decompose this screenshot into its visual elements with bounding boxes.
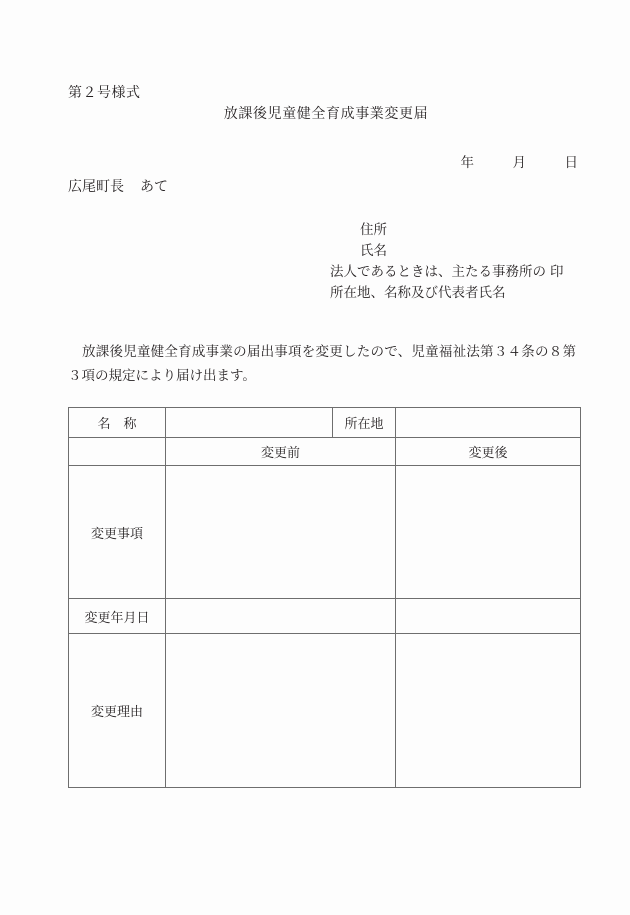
- table-row-change-reason: [69, 634, 581, 788]
- date-day-label: 日: [564, 155, 578, 170]
- name-label-text: 名 称: [97, 416, 137, 431]
- applicant-block: [330, 219, 564, 303]
- body-paragraph: 放課後児童健全育成事業の届出事項を変更したので、児童福祉法第３４条の８第３項の規定により届け出ます。: [68, 344, 576, 383]
- addressee-line: [68, 176, 168, 196]
- change-items-after-cell[interactable]: [396, 466, 581, 599]
- change-reason-after-cell[interactable]: [396, 634, 581, 788]
- date-year-label: 年: [460, 155, 474, 170]
- name-label-cell: [69, 408, 166, 438]
- addressee-recipient: 広尾町長: [68, 180, 124, 195]
- applicant-name-label: 氏名: [360, 243, 387, 258]
- change-reason-before-cell[interactable]: [166, 634, 396, 788]
- table-row-change-items: [69, 466, 581, 599]
- table-row-change-date: [69, 599, 581, 634]
- change-items-before-cell[interactable]: [166, 466, 396, 599]
- location-label-cell: 所在地: [333, 408, 396, 438]
- location-value-cell[interactable]: [396, 408, 581, 438]
- change-headers-label-spacer: [69, 438, 166, 466]
- date-month-label: 月: [512, 155, 526, 170]
- form-number: 第２号様式: [68, 86, 141, 101]
- change-date-before-cell[interactable]: [166, 599, 396, 634]
- name-value-cell[interactable]: [166, 408, 333, 438]
- header-after-change: 変更後: [396, 438, 581, 466]
- change-notification-table: [68, 407, 581, 788]
- corporate-note-line-1: 法人であるときは、主たる事務所の: [330, 264, 546, 279]
- table-row-name: [69, 408, 581, 438]
- applicant-address-label: 住所: [360, 222, 387, 237]
- corporate-note-line-2: 所在地、名称及び代表者氏名: [330, 285, 506, 300]
- change-date-label: 変更年月日: [69, 599, 166, 634]
- header-before-change: 変更前: [166, 438, 396, 466]
- date-line: [461, 151, 579, 171]
- change-items-label: 変更事項: [69, 466, 166, 599]
- change-reason-label: 変更理由: [69, 634, 166, 788]
- document-title: 放課後児童健全育成事業変更届: [223, 107, 429, 122]
- addressee-suffix: あて: [140, 180, 168, 195]
- change-date-after-cell[interactable]: [396, 599, 581, 634]
- table-row-change-headers: [69, 438, 581, 466]
- seal-mark-icon: 印: [550, 264, 564, 279]
